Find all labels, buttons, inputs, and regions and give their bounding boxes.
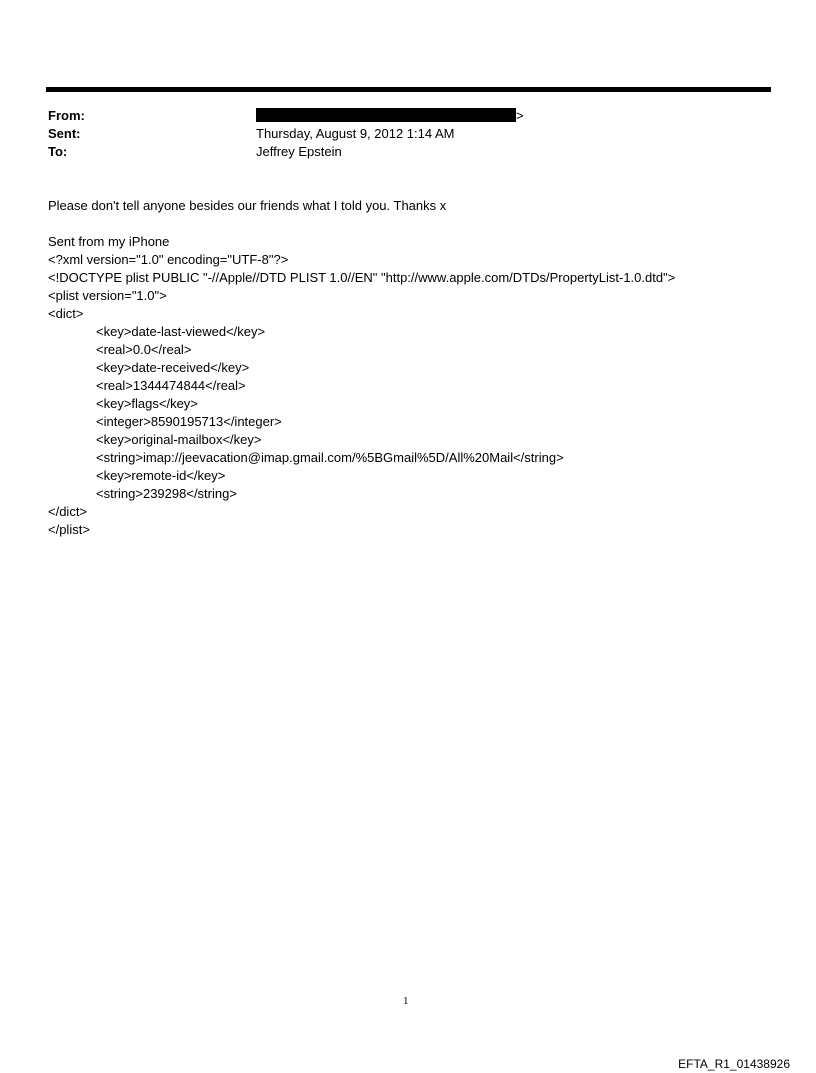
sent-label: Sent: (48, 126, 81, 141)
header-divider (46, 87, 771, 92)
dict-line: <string>imap://jeevacation@imap.gmail.com/%5BGmail%5D/All%20Mail</string> (96, 450, 564, 465)
xml-declaration: <?xml version="1.0" encoding="UTF-8"?> (48, 252, 289, 267)
from-value-suffix: > (516, 108, 524, 123)
dict-close-line: </dict> (48, 504, 88, 519)
doctype-line: <!DOCTYPE plist PUBLIC "-//Apple//DTD PLIST 1.0//EN" "http://www.apple.com/DTDs/PropertyList-1.0.dtd"> (48, 270, 676, 285)
plist-close-line: </plist> (48, 522, 90, 537)
dict-line: <key>remote-id</key> (96, 468, 226, 483)
dict-line: <string>239298</string> (96, 486, 237, 501)
dict-line: <integer>8590195713</integer> (96, 414, 282, 429)
dict-line: <key>date-received</key> (96, 360, 250, 375)
from-value (256, 107, 524, 125)
dict-line: <real>1344474844</real> (96, 378, 246, 393)
to-row (48, 143, 748, 161)
sent-value: Thursday, August 9, 2012 1:14 AM (256, 126, 455, 141)
message-text: Please don't tell anyone besides our friends what I told you. Thanks x (48, 198, 447, 213)
to-value: Jeffrey Epstein (256, 144, 342, 159)
sent-row (48, 125, 748, 143)
from-label: From: (48, 108, 85, 123)
bates-number: EFTA_R1_01438926 (678, 1057, 790, 1071)
from-row (48, 107, 748, 125)
signature-text: Sent from my iPhone (48, 234, 170, 249)
dict-open-line: <dict> (48, 306, 84, 321)
dict-line: <real>0.0</real> (96, 342, 192, 357)
redaction-block (256, 108, 516, 122)
to-label: To: (48, 144, 68, 159)
page-number: 1 (403, 995, 409, 1007)
dict-line: <key>date-last-viewed</key> (96, 324, 266, 339)
plist-open-line: <plist version="1.0"> (48, 288, 167, 303)
dict-line: <key>original-mailbox</key> (96, 432, 262, 447)
dict-line: <key>flags</key> (96, 396, 198, 411)
